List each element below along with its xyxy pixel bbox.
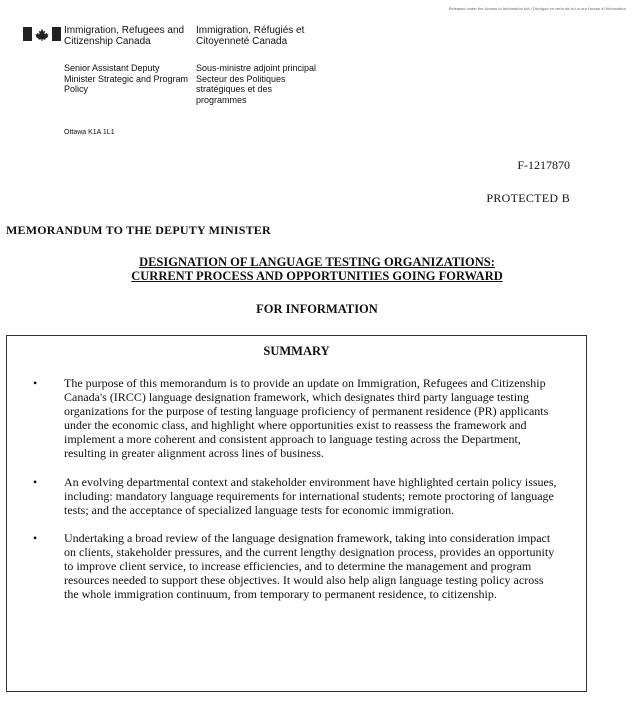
office-title-english: Senior Assistant Deputy Minister Strategic and Program Policy — [64, 63, 189, 94]
summary-bullet-text: Undertaking a broad review of the language designation framework, taking into consideration impact on clients, stakeholder pressures, and the current lengthy designation process, provides an opportunity to improve client service, to increase efficiencies, and to determine the management and program resources needed to support these objectives. It would also help align language testing policy across the whole immigration continuum, from temporary to permanent residence, to citizenship. — [64, 530, 555, 602]
canada-flag-wordmark-icon — [23, 27, 61, 41]
department-name-french: Immigration, Réfugiés et Citoyenneté Canada — [196, 25, 305, 47]
office-address: Ottawa K1A 1L1 — [64, 129, 115, 136]
memo-recipient: MEMORANDUM TO THE DEPUTY MINISTER — [6, 223, 271, 237]
access-disclaimer: Released under the Access to Information Act / Divulgué en vertu de la Loi sur l'accès à l'information — [448, 6, 626, 11]
summary-heading: SUMMARY — [263, 344, 330, 358]
bullet-icon: • — [33, 376, 38, 390]
memo-title-line-1: DESIGNATION OF LANGUAGE TESTING ORGANIZATIONS: — [139, 255, 495, 269]
summary-bullet-item — [33, 475, 558, 517]
bullet-icon: • — [33, 530, 38, 545]
summary-box — [6, 335, 587, 692]
office-title-french: Sous-ministre adjoint principal Secteur des Politiques stratégiques et des programmes — [196, 63, 317, 105]
summary-bullet-item — [33, 531, 558, 601]
security-classification: PROTECTED B — [486, 191, 570, 205]
memo-title-line-2: CURRENT PROCESS AND OPPORTUNITIES GOING FORWARD — [131, 269, 503, 283]
file-number: F-1217870 — [517, 158, 570, 172]
summary-bullet-text: An evolving departmental context and stakeholder environment have highlighted certain policy issues, including: mandatory language requirements for international students; remote proctoring of language tests; and the acceptance of specialized language tests for economic immigration. — [64, 474, 557, 517]
department-name-english: Immigration, Refugees and Citizenship Canada — [64, 25, 185, 47]
summary-bullet-item — [33, 376, 558, 461]
summary-bullet-text: The purpose of this memorandum is to provide an update on Immigration, Refugees and Citizenship Canada's (IRCC) language designation framework, which designates third party language testing organizations for the purpose of testing language proficiency of permanent residence (PR) applicants under the economic class, and highlight where opportunities exist to reassess the framework and implement a more coherent and consistent approach to language testing across the Department, resulting in greater alignment across lines of business. — [64, 376, 549, 461]
memo-title — [0, 255, 634, 283]
memo-purpose: FOR INFORMATION — [256, 302, 378, 316]
bullet-icon: • — [33, 474, 38, 489]
summary-bullet-list — [33, 376, 558, 601]
